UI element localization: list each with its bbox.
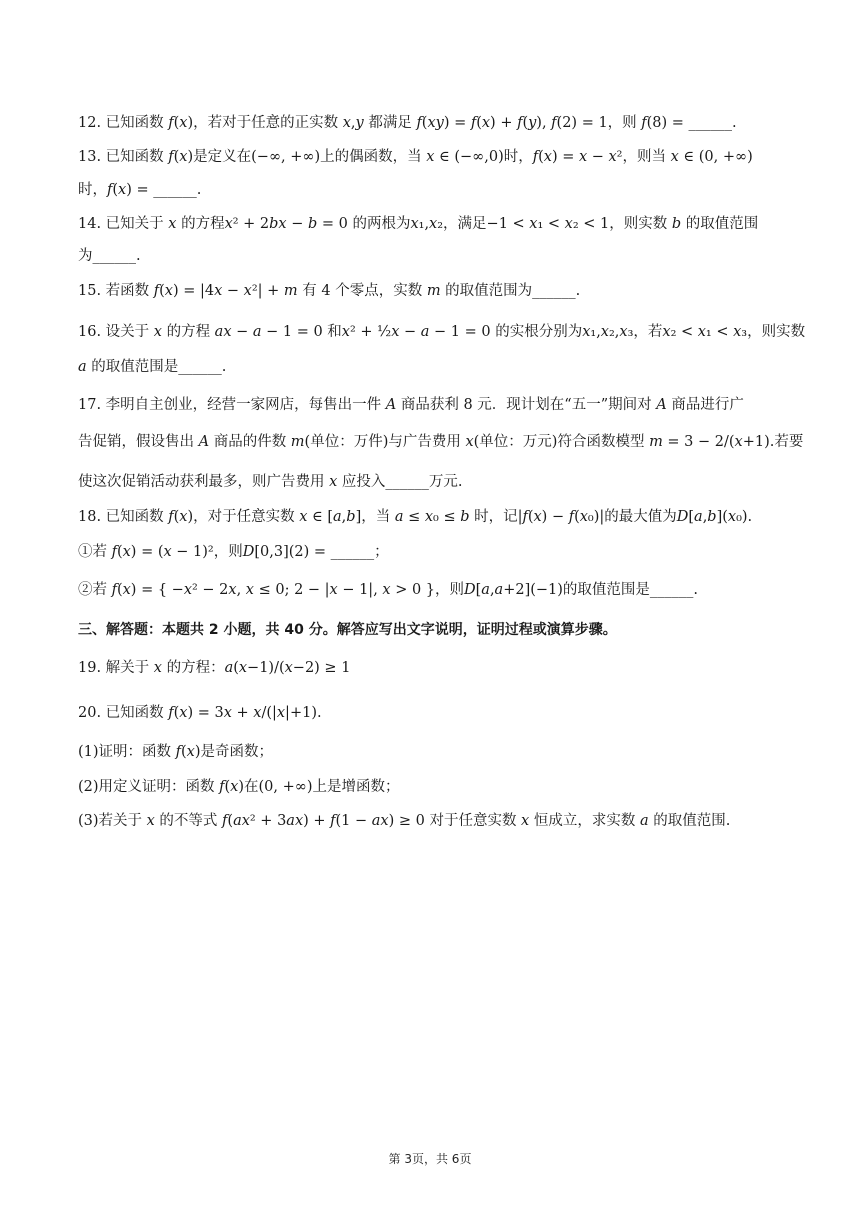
question-18-part-1: ①若 𝑓(𝑥) = (𝑥 − 1)²，则𝐷[0,3](2) = ______； bbox=[78, 544, 389, 560]
question-20-part-1: (1)证明：函数 𝑓(𝑥)是奇函数； bbox=[78, 744, 274, 760]
question-17-line-3: 使这次促销活动获利最多，则广告费用 𝑥 应投入______万元. bbox=[78, 474, 463, 490]
question-13-line-2: 时，𝑓(𝑥) = ______. bbox=[78, 182, 202, 198]
question-13-line-1: 13. 已知函数 𝑓(𝑥)是定义在(−∞, +∞)上的偶函数，当 𝑥 ∈ (−∞,0)时，𝑓(𝑥) = 𝑥 − 𝑥²，则当 𝑥 ∈ (0, +∞) bbox=[78, 149, 753, 165]
question-20-part-2: (2)用定义证明：函数 𝑓(𝑥)在(0, +∞)上是增函数； bbox=[78, 779, 400, 795]
question-18-part-2: ②若 𝑓(𝑥) = { −𝑥² − 2𝑥, 𝑥 ≤ 0; 2 − |𝑥 − 1|, 𝑥 > 0 }，则𝐷[𝑎,𝑎+2](−1)的取值范围是______. bbox=[78, 582, 699, 598]
question-17-line-1: 17. 李明自主创业，经营一家网店，每售出一件 𝐴 商品获利 8 元．现计划在“五一”期间对 𝐴 商品进行广 bbox=[78, 397, 744, 413]
section-3-heading: 三、解答题：本题共 2 小题，共 40 分。解答应写出文字说明，证明过程或演算步骤。 bbox=[78, 622, 617, 638]
question-20-part-3: (3)若关于 𝑥 的不等式 𝑓(𝑎𝑥² + 3𝑎𝑥) + 𝑓(1 − 𝑎𝑥) ≥ 0 对于任意实数 𝑥 恒成立，求实数 𝑎 的取值范围. bbox=[78, 813, 731, 829]
question-20: 20. 已知函数 𝑓(𝑥) = 3𝑥 + 𝑥/(|𝑥|+1). bbox=[78, 705, 322, 721]
question-16-line-2: 𝑎 的取值范围是______. bbox=[78, 359, 227, 375]
question-12: 12. 已知函数 𝑓(𝑥)，若对于任意的正实数 𝑥,𝑦 都满足 𝑓(𝑥𝑦) = 𝑓(𝑥) + 𝑓(𝑦), 𝑓(2) = 1，则 𝑓(8) = ______. bbox=[78, 115, 737, 131]
question-17-line-2: 告促销，假设售出 𝐴 商品的件数 𝑚(单位：万件)与广告费用 𝑥(单位：万元)符合函数模型 𝑚 = 3 − 2/(𝑥+1).若要 bbox=[78, 434, 804, 450]
question-19: 19. 解关于 𝑥 的方程：𝑎(𝑥−1)/(𝑥−2) ≥ 1 bbox=[78, 660, 351, 676]
question-18-line-1: 18. 已知函数 𝑓(𝑥)，对于任意实数 𝑥 ∈ [𝑎,𝑏]，当 𝑎 ≤ 𝑥₀ ≤ 𝑏 时，记|𝑓(𝑥) − 𝑓(𝑥₀)|的最大值为𝐷[𝑎,𝑏](𝑥₀). bbox=[78, 509, 753, 525]
question-15: 15. 若函数 𝑓(𝑥) = |4𝑥 − 𝑥²| + 𝑚 有 4 个零点，实数 𝑚 的取值范围为______. bbox=[78, 283, 581, 299]
question-14-line-1: 14. 已知关于 𝑥 的方程𝑥² + 2𝑏𝑥 − 𝑏 = 0 的两根为𝑥₁,𝑥₂，满足−1 < 𝑥₁ < 𝑥₂ < 1，则实数 𝑏 的取值范围 bbox=[78, 216, 759, 232]
question-16-line-1: 16. 设关于 𝑥 的方程 𝑎𝑥 − 𝑎 − 1 = 0 和𝑥² + ½𝑥 − 𝑎 − 1 = 0 的实根分别为𝑥₁,𝑥₂,𝑥₃，若𝑥₂ < 𝑥₁ < 𝑥₃，则实数 bbox=[78, 324, 806, 340]
page-footer: 第 3页，共 6页 bbox=[388, 1152, 472, 1166]
question-14-line-2: 为______. bbox=[78, 248, 141, 264]
